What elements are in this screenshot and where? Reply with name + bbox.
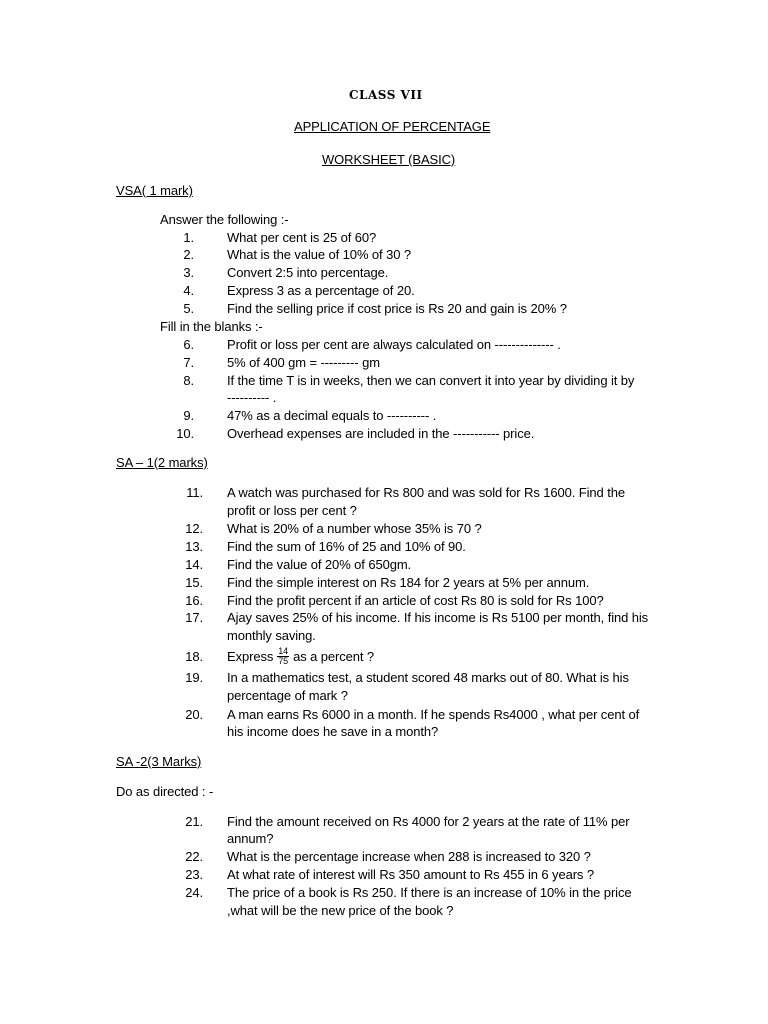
question-text: At what rate of interest will Rs 350 amount to Rs 455 in 6 years ? [227, 867, 594, 882]
question-text: Express [227, 649, 274, 664]
question-number: 12. [185, 521, 203, 536]
question-number: 13. [185, 539, 203, 554]
question-number: 10. [176, 426, 194, 441]
question-number: 22. [185, 849, 203, 864]
question-text: as a percent ? [293, 649, 375, 664]
sa1-heading: SA – 1(2 marks) [116, 455, 208, 470]
question-number: 5. [183, 301, 194, 316]
question-text: What is the percentage increase when 288 is increased to 320 ? [227, 849, 591, 864]
question-number: 15. [185, 575, 203, 590]
question-text-continued: profit or loss per cent ? [227, 503, 357, 518]
question-text: Find the profit percent if an article of cost Rs 80 is sold for Rs 100? [227, 593, 604, 608]
question-number: 18. [185, 649, 203, 664]
question-text-continued: percentage of mark ? [227, 688, 348, 703]
question-text: Overhead expenses are included in the ----------- price. [227, 426, 535, 441]
question-text-continued: ,what will be the new price of the book ? [227, 903, 454, 918]
question-text: A man earns Rs 6000 in a month. If he spends Rs4000 , what per cent of [227, 707, 640, 722]
question-text-continued: annum? [227, 831, 274, 846]
question-text: The price of a book is Rs 250. If there is an increase of 10% in the price [227, 885, 632, 900]
question-text: Find the amount received on Rs 4000 for 2 years at the rate of 11% per [227, 814, 630, 829]
question-number: 2. [183, 247, 194, 262]
question-text: Find the sum of 16% of 25 and 10% of 90. [227, 539, 466, 554]
fraction [277, 647, 289, 666]
question-number: 9. [183, 408, 194, 423]
question-text-continued: monthly saving. [227, 628, 316, 643]
sa2-heading: SA -2(3 Marks) [116, 754, 202, 769]
question-text: 47% as a decimal equals to ---------- . [227, 408, 437, 423]
question-number: 17. [185, 610, 203, 625]
question-text: Find the selling price if cost price is Rs 20 and gain is 20% ? [227, 301, 567, 316]
question-number: 7. [183, 355, 194, 370]
question-text: A watch was purchased for Rs 800 and was sold for Rs 1600. Find the [227, 485, 625, 500]
fraction-numerator: 14 [278, 646, 289, 657]
question-text: In a mathematics test, a student scored 48 marks out of 80. What is his [227, 670, 629, 685]
question-text: Express 3 as a percentage of 20. [227, 283, 415, 298]
vsa-intro-fill-blanks: Fill in the blanks :- [160, 319, 263, 334]
question-number: 20. [185, 707, 203, 722]
question-text-continued: his income does he save in a month? [227, 724, 439, 739]
question-number: 11. [186, 485, 203, 500]
worksheet-title: WORKSHEET (BASIC) [322, 152, 456, 167]
question-text: What is 20% of a number whose 35% is 70 ? [227, 521, 482, 536]
question-number: 3. [183, 265, 194, 280]
question-text: 5% of 400 gm = --------- gm [227, 355, 380, 370]
question-text: What is the value of 10% of 30 ? [227, 247, 411, 262]
question-number: 19. [185, 670, 203, 685]
question-number: 14. [185, 557, 203, 572]
fraction-denominator: 75 [278, 656, 289, 667]
question-number: 1. [183, 230, 194, 245]
topic-title: APPLICATION OF PERCENTAGE [294, 119, 491, 134]
question-text-continued: ---------- . [227, 390, 277, 405]
question-number: 8. [183, 373, 194, 388]
question-text: Ajay saves 25% of his income. If his income is Rs 5100 per month, find his [227, 610, 649, 625]
question-number: 4. [183, 283, 194, 298]
question-text: If the time T is in weeks, then we can convert it into year by dividing it by [227, 373, 635, 388]
question-text-fraction [227, 648, 374, 667]
question-text: Find the simple interest on Rs 184 for 2 years at 5% per annum. [227, 575, 590, 590]
sa2-intro: Do as directed : - [116, 784, 214, 799]
question-text: Find the value of 20% of 650gm. [227, 557, 412, 572]
question-number: 21. [185, 814, 203, 829]
question-text: Profit or loss per cent are always calculated on -------------- . [227, 337, 561, 352]
question-number: 16. [185, 593, 203, 608]
question-number: 23. [185, 867, 203, 882]
question-number: 24. [185, 885, 203, 900]
question-text: What per cent is 25 of 60? [227, 230, 377, 245]
vsa-heading: VSA( 1 mark) [116, 183, 193, 198]
class-title: CLASS VII [349, 88, 423, 102]
vsa-intro-answer: Answer the following :- [160, 212, 289, 227]
question-text: Convert 2:5 into percentage. [227, 265, 389, 280]
question-number: 6. [183, 337, 194, 352]
